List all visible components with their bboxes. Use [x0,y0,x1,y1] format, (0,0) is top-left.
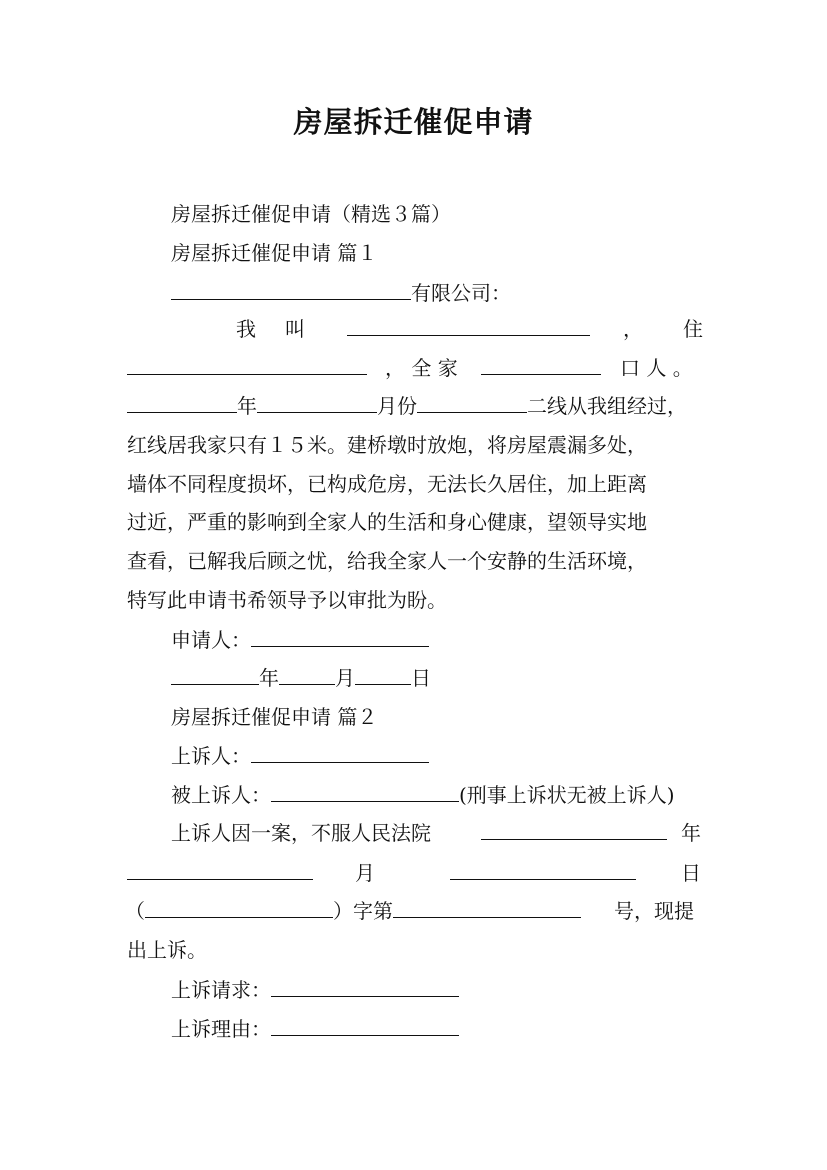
p1-jiao: 叫 [285,317,305,341]
applicant-blank [251,628,429,647]
company-suffix: 有限公司： [411,281,511,305]
request-line [171,977,459,1003]
appellee-note: (刑事上诉状无被上诉人) [459,783,675,807]
applicant-label: 申请人： [171,628,251,652]
appellee-line [171,782,675,808]
date-yue: 月 [335,666,355,690]
p2-zidi: ）字第 [333,899,393,923]
date-year-blank [171,666,259,685]
date-day-blank [355,666,411,685]
p2-hao: 号，现提 [614,899,694,923]
address-blank [127,356,367,375]
appellant-blank [251,744,429,763]
p2-line1-text: 上诉人因一案，不服人民法院 [171,821,431,845]
p1-count-wrap [481,355,601,381]
p1-line2 [127,355,367,381]
document-title: 房屋拆迁催促申请 [293,105,534,139]
p2-line1 [171,820,431,846]
p1-name-blank-wrap [347,316,590,342]
p1-line8: 特写此申请书希领导予以审批为盼。 [127,588,447,612]
court-blank [481,821,667,840]
request-blank [271,978,459,997]
p2-line3 [125,898,581,924]
p1-line6: 过近，严重的影响到全家人的生活和身心健康，望领导实地 [127,510,647,534]
appellant-line [171,743,429,769]
p1-nian: 年 [237,394,257,418]
p2-line2-blank1 [127,860,313,886]
name-blank [347,317,590,336]
case-number-blank [393,899,581,918]
section-2-heading: 房屋拆迁催促申请 篇２ [171,705,378,729]
project-blank [417,394,527,413]
date-ri: 日 [411,666,431,690]
reason-blank [271,1017,459,1036]
p1-line4: 红线居我家只有１５米。建桥墩时放炮，将房屋震漏多处， [127,433,647,457]
section-1-heading: 房屋拆迁催促申请 篇１ [171,241,378,265]
judgment-year-blank [127,861,313,880]
appellee-blank [271,783,459,802]
p2-yue: 月 [355,861,375,885]
month-blank [257,394,377,413]
p1-line5: 墙体不同程度损坏，已构成危房，无法长久居住，加上距离 [127,472,647,496]
p1-line7: 查看，已解我后顾之忧，给我全家人一个安静的生活环境， [127,549,647,573]
date-month-blank [279,666,335,685]
p2-nian: 年 [681,821,701,845]
p1-quanjia: ， 全 家 [385,356,458,380]
company-line [171,280,511,306]
request-label: 上诉请求： [171,978,271,1002]
applicant-line [171,627,429,653]
p1-wo: 我 [236,317,256,341]
document-subtitle: 房屋拆迁催促申请（精选３篇） [171,202,451,226]
date-nian: 年 [259,666,279,690]
appellant-label: 上诉人： [171,744,251,768]
p1-line3 [127,393,687,419]
reason-line [171,1016,459,1042]
p2-ri: 日 [681,861,701,885]
court-blank-wrap [481,820,667,846]
company-name-blank [171,281,411,300]
reason-label: 上诉理由： [171,1017,271,1041]
appellee-label: 被上诉人： [171,783,271,807]
p2-line2-blank2 [450,860,636,886]
p1-yuefen: 月份 [377,394,417,418]
p2-paren: （ [125,899,145,923]
p2-line4: 出上诉。 [127,938,207,962]
household-count-blank [481,356,601,375]
case-year-blank [145,899,333,918]
year-blank [127,394,237,413]
judgment-month-blank [450,861,636,880]
p1-zhu: 住 [683,317,703,341]
p1-cont: 二线从我组经过， [527,394,687,418]
p1-comma: ， [623,317,643,341]
p1-kouren: 口 人 。 [620,356,693,380]
date-line [171,665,431,691]
